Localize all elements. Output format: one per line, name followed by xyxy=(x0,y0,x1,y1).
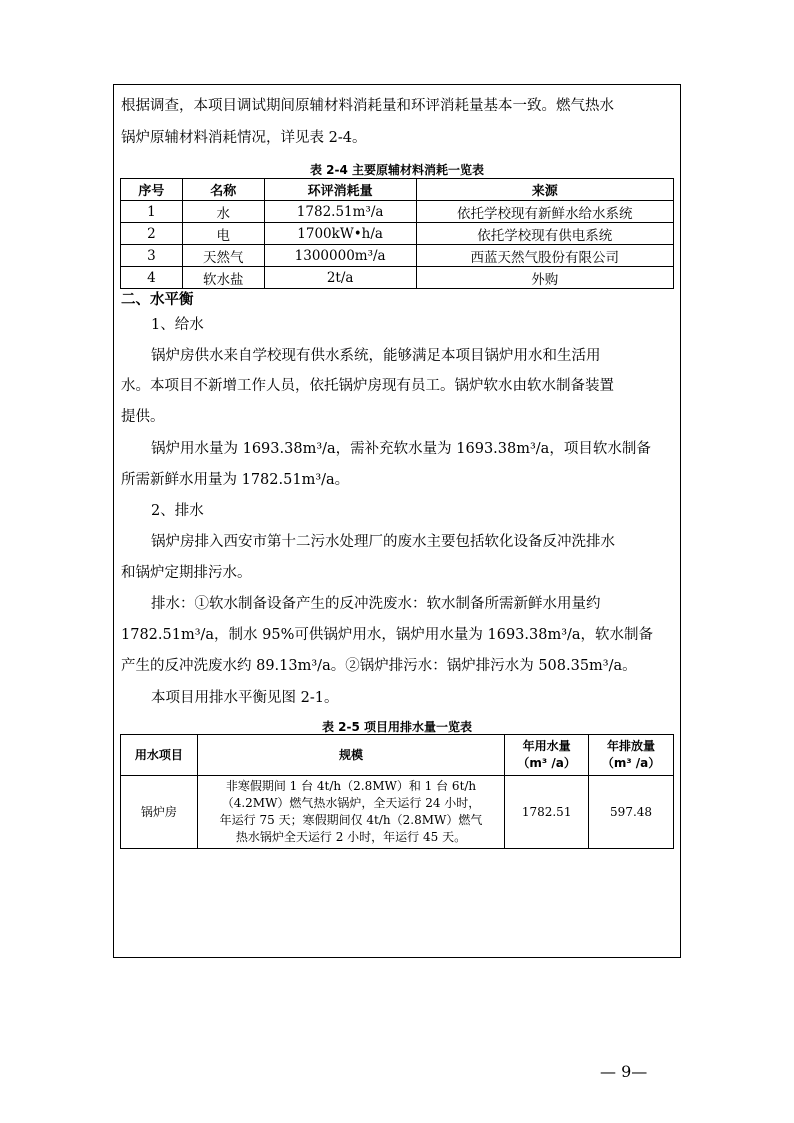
cell-index: 4 xyxy=(121,267,183,289)
cell-discharge: 597.48 xyxy=(589,776,674,849)
cell-source: 依托学校现有新鲜水给水系统 xyxy=(416,201,673,223)
cell-item: 锅炉房 xyxy=(121,776,198,849)
paragraph-line: 所需新鲜水用量为 1782.51m³/a。 xyxy=(121,472,350,488)
paragraph-line: 排水：①软水制备设备产生的反冲洗废水：软水制备所需新鲜水用量约 xyxy=(151,596,601,612)
paragraph-line: 产生的反冲洗废水约 89.13m³/a。②锅炉排污水：锅炉排污水为 508.35m³/a。 xyxy=(121,658,637,674)
table-row xyxy=(121,223,674,245)
table-2-5-caption: 表 2-5 项目用排水量一览表 xyxy=(321,720,473,734)
paragraph-line: 锅炉用水量为 1693.38m³/a，需补充软水量为 1693.38m³/a，项目软水制备 xyxy=(151,441,651,457)
col-header-name: 名称 xyxy=(182,179,264,201)
paragraph-line: 水。本项目不新增工作人员，依托锅炉房现有员工。锅炉软水由软水制备装置 xyxy=(121,378,614,394)
col-header-discharge xyxy=(589,735,674,776)
col-header-water-use-label: 年用水量 xyxy=(522,739,571,753)
table-row xyxy=(121,267,674,289)
col-header-water-use xyxy=(505,735,589,776)
col-header-scale: 规模 xyxy=(197,735,504,776)
cell-name: 软水盐 xyxy=(182,267,264,289)
col-header-discharge-label: 年排放量 xyxy=(607,739,656,753)
paragraph-line: 本项目用排水平衡见图 2-1。 xyxy=(151,690,339,706)
cell-source: 西蓝天然气股份有限公司 xyxy=(416,245,673,267)
cell-name: 天然气 xyxy=(182,245,264,267)
cell-source: 依托学校现有供电系统 xyxy=(416,223,673,245)
cell-index: 3 xyxy=(121,245,183,267)
subheading-drainage: 2、排水 xyxy=(151,503,204,519)
intro-line-1: 根据调查，本项目调试期间原辅材料消耗量和环评消耗量基本一致。燃气热水 xyxy=(121,98,614,114)
table-row xyxy=(121,245,674,267)
col-header-discharge-unit: （m³ /a） xyxy=(601,756,661,770)
paragraph-line: 1782.51m³/a，制水 95%可供锅炉用水，锅炉用水量为 1693.38m³/a，软水制备 xyxy=(121,627,654,643)
paragraph-line: 提供。 xyxy=(121,409,165,425)
table-header-row xyxy=(121,179,674,201)
cell-scale xyxy=(197,776,504,849)
col-header-source: 来源 xyxy=(416,179,673,201)
paragraph-line: 和锅炉定期排污水。 xyxy=(121,565,252,581)
col-header-consumption: 环评消耗量 xyxy=(264,179,416,201)
cell-consumption: 2t/a xyxy=(264,267,416,289)
cell-consumption: 1782.51m³/a xyxy=(264,201,416,223)
page-number: — 9— xyxy=(600,1062,648,1081)
cell-consumption: 1700kW•h/a xyxy=(264,223,416,245)
cell-consumption: 1300000m³/a xyxy=(264,245,416,267)
table-header-row xyxy=(121,735,674,776)
cell-source: 外购 xyxy=(416,267,673,289)
scale-line: 年运行 75 天；寒假期间仅 4t/h（2.8MW）燃气 xyxy=(219,813,483,827)
materials-table xyxy=(120,178,674,289)
cell-name: 电 xyxy=(182,223,264,245)
paragraph-line: 锅炉房排入西安市第十二污水处理厂的废水主要包括软化设备反冲洗排水 xyxy=(151,534,615,550)
col-header-water-use-unit: （m³ /a） xyxy=(517,756,576,770)
intro-line-2: 锅炉原辅材料消耗情况，详见表 2-4。 xyxy=(121,130,367,146)
table-row xyxy=(121,201,674,223)
cell-index: 1 xyxy=(121,201,183,223)
col-header-index: 序号 xyxy=(121,179,183,201)
table-2-4-caption: 表 2-4 主要原辅材料消耗一览表 xyxy=(309,163,485,177)
section-heading: 二、水平衡 xyxy=(121,292,194,308)
cell-name: 水 xyxy=(182,201,264,223)
cell-water-use: 1782.51 xyxy=(505,776,589,849)
subheading-water-supply: 1、给水 xyxy=(151,317,204,333)
scale-line: 热水锅炉全天运行 2 小时，年运行 45 天。 xyxy=(235,830,467,844)
water-usage-table xyxy=(120,734,674,849)
scale-line: （4.2MW）燃气热水锅炉，全天运行 24 小时， xyxy=(221,796,481,810)
table-row xyxy=(121,776,674,849)
scale-line: 非寒假期间 1 台 4t/h（2.8MW）和 1 台 6t/h xyxy=(225,779,477,793)
cell-index: 2 xyxy=(121,223,183,245)
col-header-item: 用水项目 xyxy=(121,735,198,776)
paragraph-line: 锅炉房供水来自学校现有供水系统，能够满足本项目锅炉用水和生活用 xyxy=(151,348,601,364)
